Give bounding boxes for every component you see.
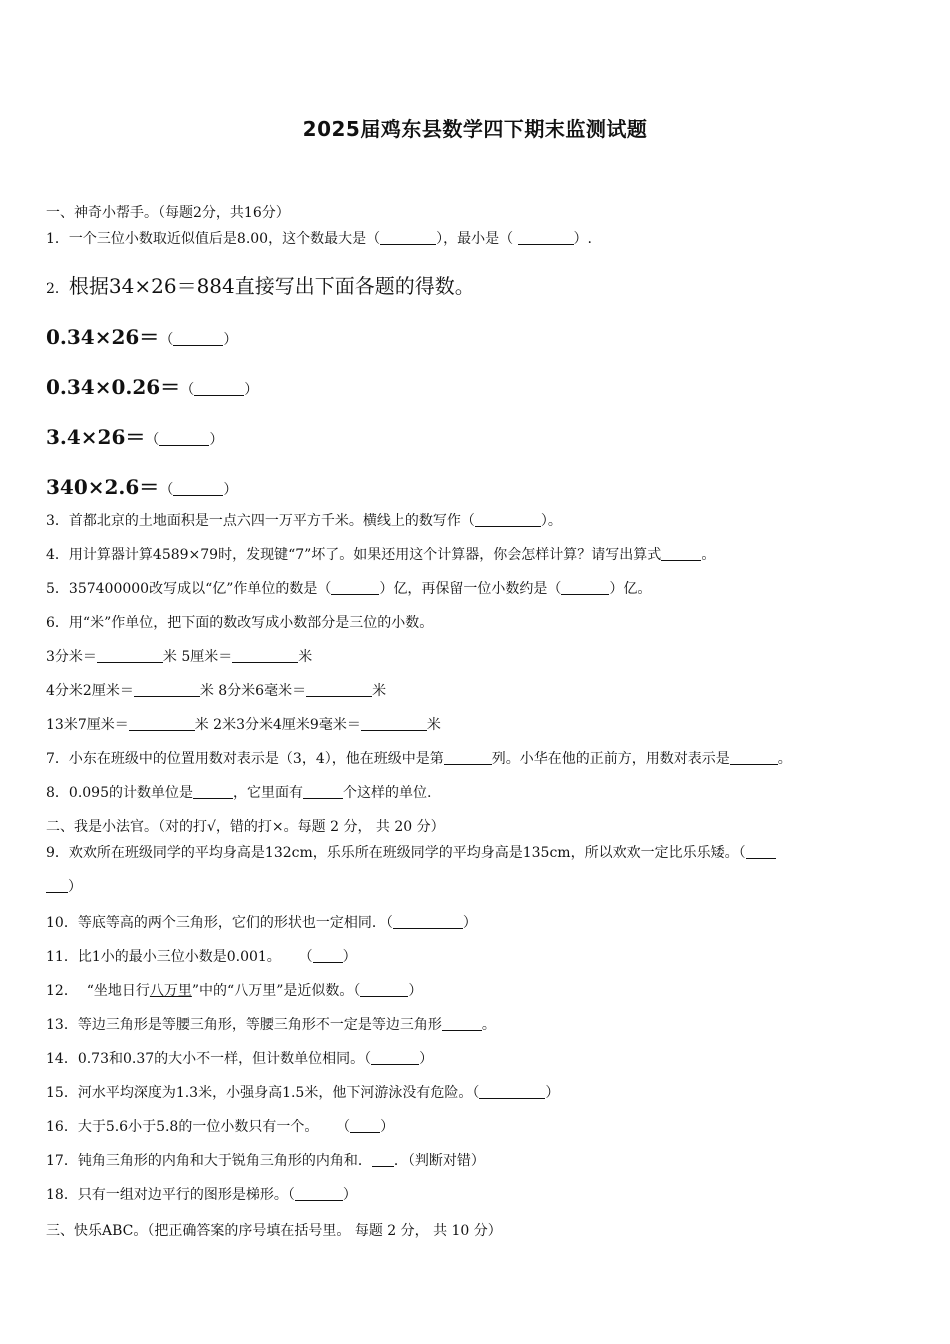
- q17-blank[interactable]: [372, 1152, 394, 1167]
- q3-text-a: 3．首都北京的土地面积是一点六四一万平方千米。横线上的数写作（: [46, 513, 475, 529]
- q9-blank-a[interactable]: [746, 844, 776, 859]
- q2-blank-2[interactable]: [194, 375, 244, 396]
- q10-blank[interactable]: [393, 914, 463, 929]
- question-8: 8．0.095的计数单位是 ，它里面有 个这样的单位.: [46, 785, 432, 801]
- q8-blank-2[interactable]: [303, 784, 343, 799]
- q5-text-b: ）亿，再保留一位小数约是（: [379, 581, 562, 597]
- question-9-cont: ）: [46, 876, 82, 896]
- question-16: 16．大于5.6小于5.8的一位小数只有一个。 （ ）: [46, 1119, 395, 1135]
- q7-blank-2[interactable]: [730, 750, 778, 765]
- q2-item-4: 340×2.6＝（ ）: [46, 475, 238, 499]
- question-4: [46, 544, 715, 564]
- section3-heading: 三、快乐ABC。（把正确答案的序号填在括号里。 每题 2 分， 共 10 分）: [46, 1223, 502, 1239]
- question-7: 7．小东在班级中的位置用数对表示是（3，4），他在班级中是第 列。小华在他的正前方，用数对表示是 。: [46, 751, 792, 767]
- q6-blank-5[interactable]: [129, 716, 195, 731]
- q1-text-c: ）.: [573, 231, 592, 247]
- q9-blank-b[interactable]: [46, 878, 68, 893]
- question-14: 14．0.73和0.37的大小不一样，但计数单位相同。（ ）: [46, 1051, 434, 1067]
- q6-row-1: 3分米＝ 米 5厘米＝ 米: [46, 649, 313, 665]
- q4-text-a: 4．用计算器计算4589×79时，发现键“7”坏了。如果还用这个计算器，你会怎样计算？请写出算式: [46, 547, 662, 563]
- q2-expr-1: 0.34×26＝: [46, 325, 160, 349]
- section2-heading: 二、我是小法官。（对的打√，错的打×。每题 2 分， 共 20 分）: [46, 819, 445, 835]
- question-2: [46, 270, 475, 299]
- q2-item-1: 0.34×26＝（ ）: [46, 325, 238, 349]
- q2-expr-2: 0.34×0.26＝: [46, 375, 181, 399]
- question-18: 18．只有一组对边平行的图形是梯形。（ ）: [46, 1187, 357, 1203]
- q18-blank[interactable]: [295, 1186, 343, 1201]
- q2-blank-1[interactable]: [173, 325, 223, 346]
- question-1: [46, 228, 592, 248]
- q1-blank-min[interactable]: [518, 230, 574, 245]
- q4-text-b: 。: [701, 547, 716, 563]
- question-3: [46, 510, 562, 530]
- q5-blank-2[interactable]: [561, 580, 609, 595]
- question-12: 12． “坐地日行八万里”中的“八万里”是近似数。（ ）: [46, 983, 423, 999]
- question-13: 13．等边三角形是等腰三角形，等腰三角形不一定是等边三角形 。: [46, 1017, 496, 1033]
- q2-item-2: 0.34×0.26＝（ ）: [46, 375, 259, 399]
- q2-number: 2．: [46, 281, 69, 297]
- q6-row-2: 4分米2厘米＝ 米 8分米6毫米＝ 米: [46, 683, 387, 699]
- q13-blank[interactable]: [442, 1016, 482, 1031]
- question-5: [46, 578, 651, 598]
- question-15: 15．河水平均深度为1.3米，小强身高1.5米，他下河游泳没有危险。（ ）: [46, 1085, 560, 1101]
- q6-blank-6[interactable]: [361, 716, 427, 731]
- q1-text-b: ），最小是（: [436, 231, 518, 247]
- q14-blank[interactable]: [371, 1050, 419, 1065]
- question-11: 11．比1小的最小三位小数是0.001。 （ ）: [46, 949, 357, 965]
- q7-blank-1[interactable]: [444, 750, 492, 765]
- q4-blank[interactable]: [661, 546, 701, 561]
- q2-blank-4[interactable]: [173, 475, 223, 496]
- q6-blank-4[interactable]: [306, 682, 372, 697]
- q6-row-3: 13米7厘米＝ 米 2米3分米4厘米9毫米＝ 米: [46, 717, 441, 733]
- page-title: 2025届鸡东县数学四下期末监测试题: [302, 117, 648, 141]
- q2-item-3: 3.4×26＝（ ）: [46, 425, 224, 449]
- q2-blank-3[interactable]: [159, 425, 209, 446]
- q12-blank[interactable]: [360, 982, 408, 997]
- q2-expr-4: 340×2.6＝: [46, 475, 160, 499]
- question-17: 17．钝角三角形的内角和大于锐角三角形的内角和． ．（判断对错）: [46, 1153, 485, 1169]
- q15-blank[interactable]: [479, 1084, 545, 1099]
- q11-blank[interactable]: [313, 948, 343, 963]
- section1-heading: 一、神奇小帮手。（每题2分，共16分）: [46, 205, 290, 221]
- q5-text-a: 5．357400000改写成以“亿”作单位的数是（: [46, 581, 332, 597]
- q3-blank[interactable]: [475, 512, 541, 527]
- q2-text: 根据34×26＝884直接写出下面各题的得数。: [68, 274, 475, 298]
- question-9: 9．欢欢所在班级同学的平均身高是132cm，乐乐所在班级同学的平均身高是135cm，所以欢欢一定比乐乐矮。（: [46, 842, 776, 862]
- q6-blank-1[interactable]: [97, 648, 163, 663]
- q8-blank-1[interactable]: [193, 784, 233, 799]
- q5-blank-1[interactable]: [331, 580, 379, 595]
- q6-blank-2[interactable]: [232, 648, 298, 663]
- q2-expr-3: 3.4×26＝: [46, 425, 146, 449]
- q1-blank-max[interactable]: [380, 230, 436, 245]
- q6-blank-3[interactable]: [134, 682, 200, 697]
- q3-text-b: ）。: [540, 513, 562, 529]
- question-10: 10．等底等高的两个三角形，它们的形状也一定相同．（ ）: [46, 915, 477, 931]
- q16-blank[interactable]: [350, 1118, 380, 1133]
- q1-text-a: 1．一个三位小数取近似值后是8.00，这个数最大是（: [46, 231, 381, 247]
- q5-text-c: ）亿。: [609, 581, 652, 597]
- question-6: 6．用“米”作单位，把下面的数改写成小数部分是三位的小数。: [46, 615, 434, 631]
